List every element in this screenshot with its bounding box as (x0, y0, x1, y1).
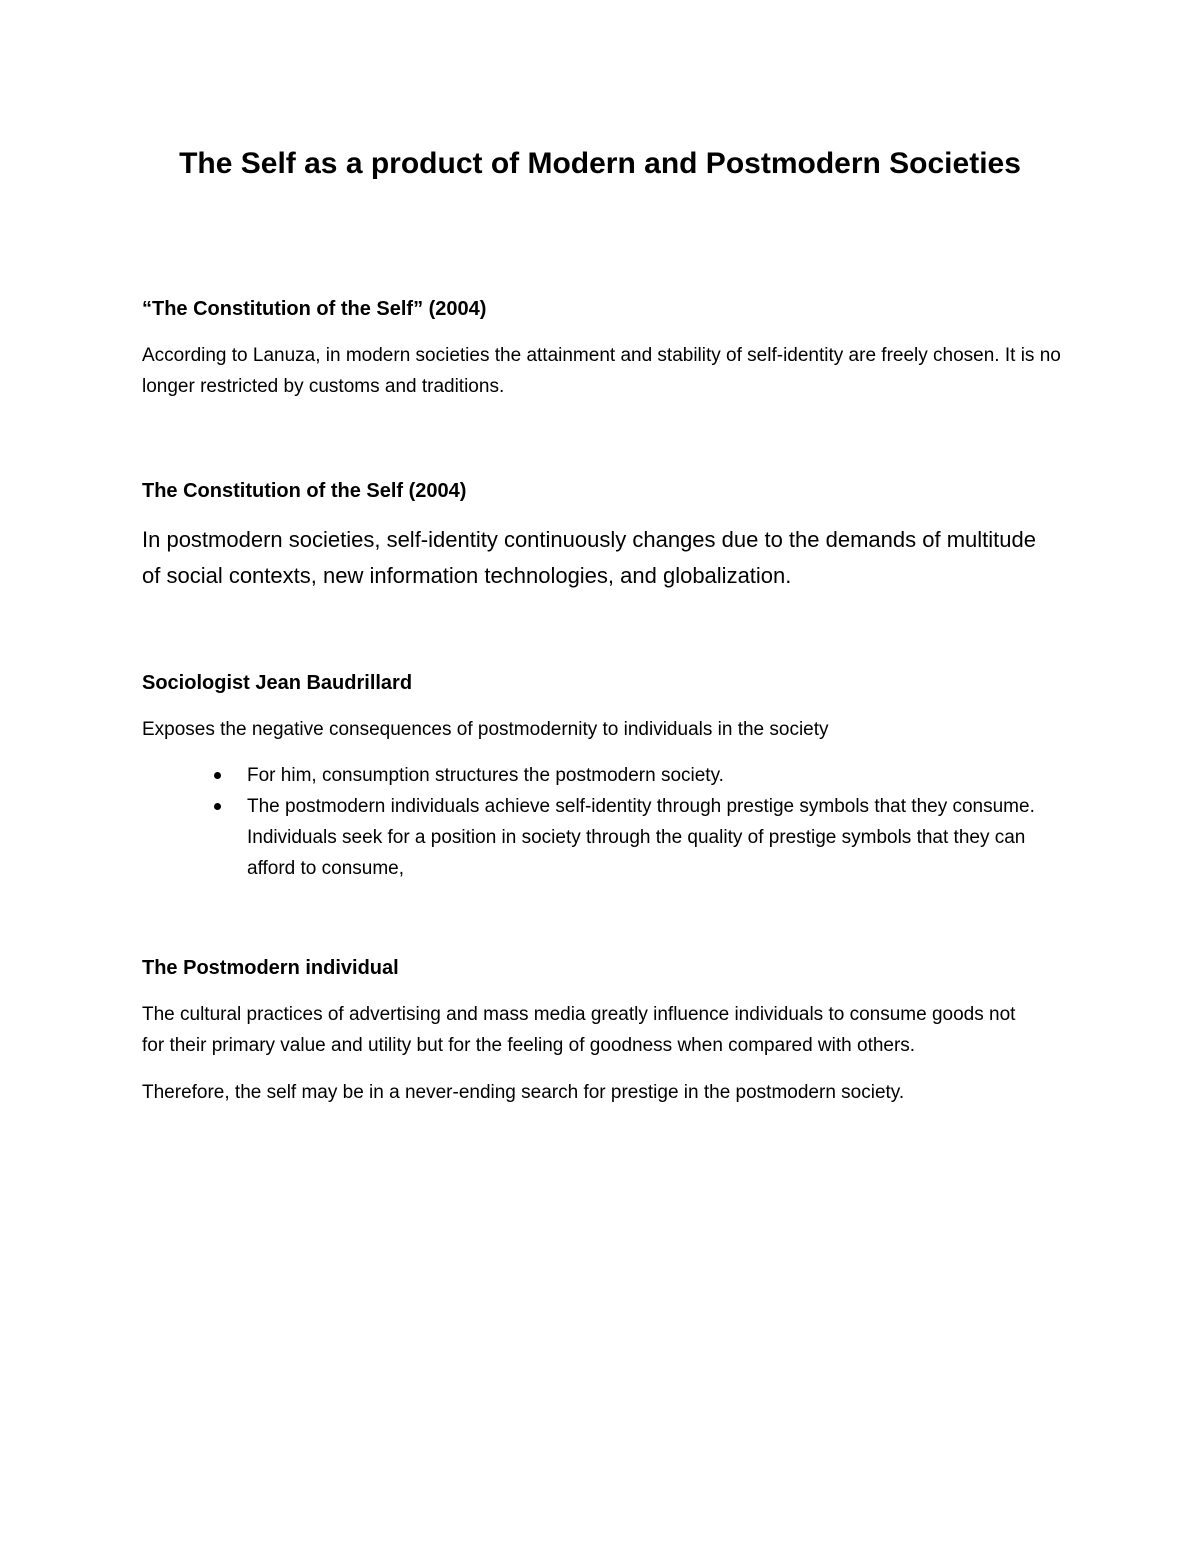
section-baudrillard (142, 668, 1072, 884)
list-item (142, 791, 1057, 884)
list-item-text: For him, consumption structures the postmodern society. (247, 765, 724, 786)
bullet-icon (214, 803, 221, 810)
section-heading: “The Constitution of the Self” (2004) (142, 298, 487, 320)
section-paragraph: Exposes the negative consequences of postmodernity to individuals in the society (142, 719, 829, 740)
section-heading: The Postmodern individual (142, 957, 399, 979)
section-heading: The Constitution of the Self (2004) (142, 480, 467, 502)
list-item-text: The postmodern individuals achieve self-identity through prestige symbols that they consume. Individuals seek for a position in society through the quality of prestige symbols that they can afford to consume, (247, 796, 1035, 879)
section-heading: Sociologist Jean Baudrillard (142, 672, 413, 694)
section-paragraph: According to Lanuza, in modern societies the attainment and stability of self-identity are freely chosen. It is no longer restricted by customs and traditions. (142, 345, 1061, 397)
section-paragraph: In postmodern societies, self-identity continuously changes due to the demands of multitude of social contexts, new information technologies, and globalization. (142, 527, 1036, 588)
bullet-list (142, 760, 1057, 884)
section-paragraph: The cultural practices of advertising and mass media greatly influence individuals to consume goods not for their primary value and utility but for the feeling of goodness when compared with others. (142, 1004, 1016, 1056)
section-constitution (142, 476, 1072, 594)
section-constitution-quoted (142, 294, 1072, 402)
list-item (142, 760, 1057, 791)
section-paragraph: Therefore, the self may be in a never-ending search for prestige in the postmodern society. (142, 1082, 905, 1103)
section-postmodern-individual (142, 953, 1072, 1108)
bullet-icon (214, 772, 221, 779)
document-title: The Self as a product of Modern and Postmodern Societies (179, 147, 1021, 180)
